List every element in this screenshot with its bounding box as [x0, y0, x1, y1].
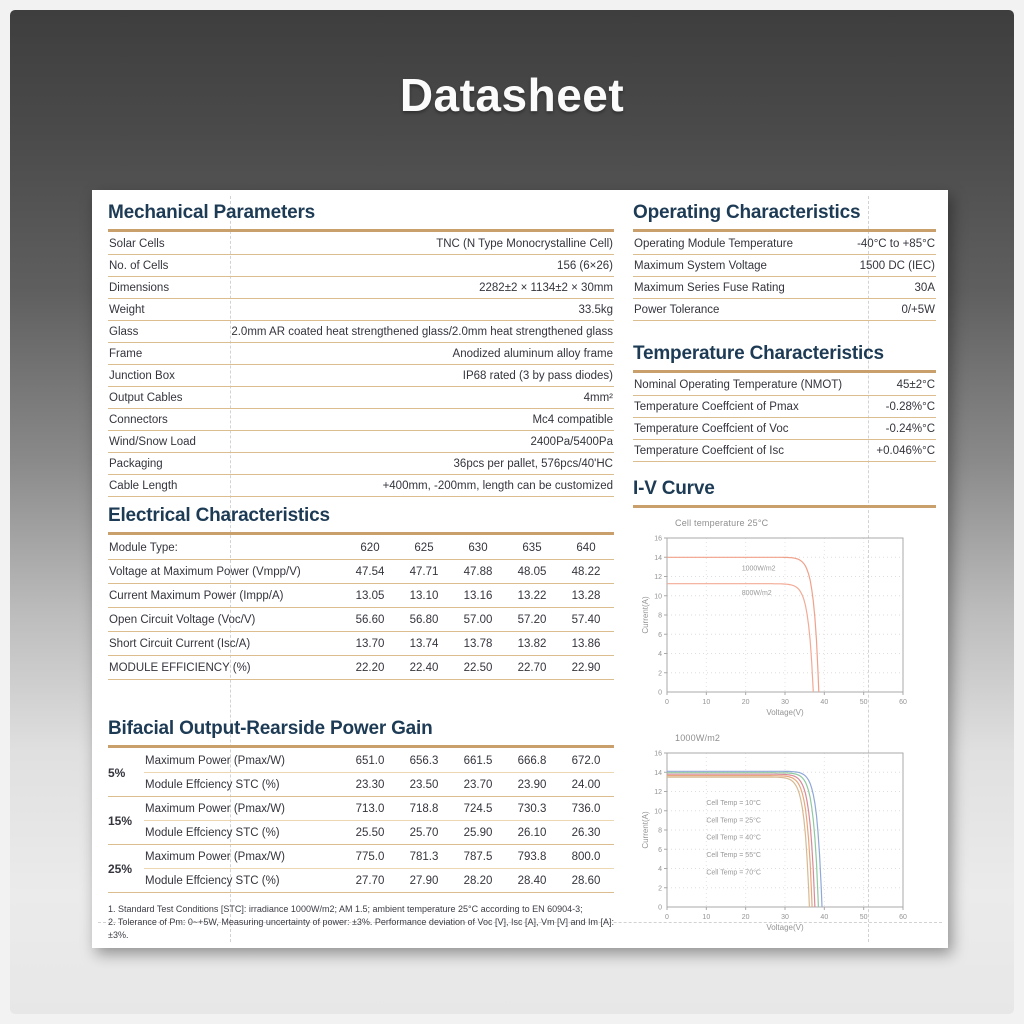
- row-value: 13.28: [571, 590, 601, 602]
- table-row: [108, 656, 614, 680]
- row-value: 13.10: [409, 590, 439, 602]
- table-row: [633, 255, 936, 277]
- row-value: 2400Pa/5400Pa: [530, 436, 613, 448]
- table-row: [108, 584, 614, 608]
- temperature-title: Temperature Characteristics: [633, 343, 884, 364]
- row-label: Solar Cells: [109, 238, 165, 250]
- bifacial-table: [108, 749, 614, 893]
- row-label: Short Circuit Current (Isc/A): [109, 638, 251, 650]
- row-value: 800.0: [571, 851, 601, 863]
- row-label: Maximum Series Fuse Rating: [634, 282, 785, 294]
- svg-text:Voltage(V): Voltage(V): [766, 923, 804, 932]
- left-column: [108, 202, 614, 942]
- svg-text:4: 4: [658, 651, 662, 658]
- row-value: 57.00: [463, 614, 493, 626]
- row-value: 2.0mm AR coated heat strengthened glass/2.0mm heat strengthened glass: [231, 326, 613, 338]
- section-rule: [633, 505, 936, 508]
- row-value: 22.50: [463, 662, 493, 674]
- table-row: [144, 773, 614, 796]
- table-row: [633, 418, 936, 440]
- row-value: 2282±2 × 1134±2 × 30mm: [479, 282, 613, 294]
- row-value: 28.20: [463, 875, 493, 887]
- iv-curve-title: I-V Curve: [633, 478, 715, 499]
- iv-curve-series: [667, 777, 809, 907]
- row-label: Frame: [109, 348, 143, 360]
- gain-label: 5%: [108, 765, 126, 780]
- section-mechanical: [108, 202, 614, 497]
- table-row: [108, 321, 614, 343]
- svg-text:12: 12: [654, 789, 662, 796]
- table-row: [144, 797, 614, 821]
- iv-chart-irradiance: [639, 733, 936, 938]
- right-column: [633, 202, 936, 938]
- row-value: +0.046%°C: [876, 445, 935, 457]
- svg-text:Current(A): Current(A): [641, 596, 650, 634]
- row-value: 718.8: [409, 803, 439, 815]
- row-value: 13.22: [517, 590, 547, 602]
- svg-text:1000W/m2: 1000W/m2: [741, 565, 776, 573]
- row-value: 57.40: [571, 614, 601, 626]
- svg-text:Voltage(V): Voltage(V): [766, 708, 804, 717]
- row-label: Nominal Operating Temperature (NMOT): [634, 379, 843, 391]
- section-bifacial: [108, 718, 614, 893]
- row-value: 1500 DC (IEC): [859, 260, 935, 272]
- svg-text:0: 0: [665, 699, 669, 706]
- svg-text:10: 10: [654, 593, 662, 601]
- svg-text:14: 14: [654, 554, 662, 562]
- svg-text:Cell Temp = 10°C: Cell Temp = 10°C: [706, 799, 761, 807]
- row-value: 4mm²: [583, 392, 613, 404]
- svg-text:Current(A): Current(A): [641, 811, 650, 849]
- chart-subtitle: Cell temperature 25°C: [675, 518, 769, 528]
- row-value: 672.0: [571, 755, 601, 767]
- row-label: Maximum Power (Pmax/W): [145, 851, 285, 863]
- svg-text:30: 30: [781, 914, 789, 921]
- row-value: 661.5: [463, 755, 493, 767]
- row-value: 656.3: [409, 755, 439, 767]
- svg-text:Cell Temp = 25°C: Cell Temp = 25°C: [706, 817, 761, 825]
- row-label: MODULE EFFICIENCY (%): [109, 662, 251, 674]
- svg-text:40: 40: [820, 914, 829, 921]
- row-value: 775.0: [355, 851, 385, 863]
- row-value: 24.00: [571, 779, 601, 791]
- row-value: 47.71: [409, 566, 439, 578]
- row-label: No. of Cells: [109, 260, 169, 272]
- svg-text:4: 4: [658, 866, 662, 873]
- table-row: [108, 431, 614, 453]
- row-value: 56.80: [409, 614, 439, 626]
- table-row: [108, 453, 614, 475]
- operating-table: [633, 233, 936, 321]
- row-value: 22.70: [517, 662, 547, 674]
- section-rule: [108, 229, 614, 232]
- row-value: 13.05: [355, 590, 385, 602]
- section-temperature: [633, 343, 936, 462]
- row-value: 25.90: [463, 827, 493, 839]
- svg-text:0: 0: [658, 904, 662, 912]
- row-value: -0.24%°C: [885, 423, 935, 435]
- section-iv-curve: [633, 478, 936, 938]
- table-row: [108, 475, 614, 497]
- section-rule: [108, 532, 614, 535]
- bifacial-group-rows: [144, 749, 614, 796]
- row-value: 0/+5W: [901, 304, 935, 316]
- row-label: Open Circuit Voltage (Voc/V): [109, 614, 256, 626]
- row-label: Power Tolerance: [634, 304, 720, 316]
- table-row: [144, 845, 614, 869]
- row-value: 47.54: [355, 566, 385, 578]
- table-row: [633, 396, 936, 418]
- mechanical-title: Mechanical Parameters: [108, 202, 316, 223]
- temperature-table: [633, 374, 936, 462]
- table-row: [108, 560, 614, 584]
- row-value: 730.3: [517, 803, 547, 815]
- table-row: [108, 409, 614, 431]
- row-value: 26.30: [571, 827, 601, 839]
- table-row: [144, 869, 614, 892]
- module-type: 625: [414, 542, 434, 554]
- row-label: Module Effciency STC (%): [145, 779, 280, 791]
- table-header-row: [108, 536, 614, 560]
- table-row: [633, 299, 936, 321]
- row-value: 724.5: [463, 803, 493, 815]
- row-label: Module Effciency STC (%): [145, 875, 280, 887]
- table-row: [633, 277, 936, 299]
- svg-text:60: 60: [899, 699, 907, 706]
- svg-text:60: 60: [899, 914, 907, 921]
- footnotes: [108, 903, 614, 942]
- svg-text:40: 40: [820, 699, 829, 706]
- row-value: 26.10: [517, 827, 547, 839]
- row-value: 23.50: [409, 779, 439, 791]
- svg-text:50: 50: [859, 914, 868, 921]
- svg-text:Cell Temp = 40°C: Cell Temp = 40°C: [706, 834, 761, 842]
- bifacial-title: Bifacial Output-Rearside Power Gain: [108, 718, 433, 739]
- iv-curve-plot: [639, 530, 911, 718]
- bifacial-group-rows: [144, 797, 614, 844]
- footnote-1: 1. Standard Test Conditions [STC]: irradiance 1000W/m2; AM 1.5; ambient temperature 25°C according to EN 60904-3;: [108, 904, 583, 914]
- row-label: Voltage at Maximum Power (Vmpp/V): [109, 566, 301, 578]
- svg-text:16: 16: [654, 750, 662, 758]
- row-value: 651.0: [355, 755, 385, 767]
- svg-text:0: 0: [665, 914, 669, 921]
- row-value: 13.74: [409, 638, 439, 650]
- row-value: 25.70: [409, 827, 439, 839]
- footnote-2: 2. Tolerance of Pm: 0~+5W, Measuring uncertainty of power: ±3%. Performance deviation of Voc [V], Isc [A], Vm [V] and Im [A]: ±3%.: [108, 917, 615, 941]
- table-row: [633, 374, 936, 396]
- row-value: Mc4 compatible: [532, 414, 613, 426]
- row-label: Glass: [109, 326, 139, 338]
- row-value: 13.86: [571, 638, 601, 650]
- table-row: [108, 343, 614, 365]
- row-value: -0.28%°C: [885, 401, 935, 413]
- table-row: [108, 299, 614, 321]
- chart-subtitle: 1000W/m2: [675, 733, 721, 743]
- iv-curve-series: [667, 557, 819, 692]
- row-label: Junction Box: [109, 370, 175, 382]
- svg-text:12: 12: [654, 574, 662, 581]
- svg-text:8: 8: [658, 612, 662, 620]
- svg-text:6: 6: [658, 846, 662, 854]
- row-value: 13.16: [463, 590, 493, 602]
- page-title: Datasheet: [399, 69, 625, 121]
- section-rule: [633, 370, 936, 373]
- svg-text:10: 10: [702, 914, 711, 921]
- row-value: 28.40: [517, 875, 547, 887]
- table-row: [108, 365, 614, 387]
- row-label: Module Effciency STC (%): [145, 827, 280, 839]
- section-rule: [633, 229, 936, 232]
- electrical-table: [108, 536, 614, 680]
- row-value: 156 (6×26): [557, 260, 613, 272]
- row-value: 48.22: [571, 566, 601, 578]
- svg-text:800W/m2: 800W/m2: [741, 589, 772, 597]
- svg-text:Cell Temp = 55°C: Cell Temp = 55°C: [706, 851, 761, 859]
- row-label: Packaging: [109, 458, 163, 470]
- row-value: 13.78: [463, 638, 493, 650]
- table-row: [108, 632, 614, 656]
- svg-text:2: 2: [658, 885, 662, 893]
- bifacial-group-rows: [144, 845, 614, 892]
- section-operating: [633, 202, 936, 321]
- row-value: 781.3: [409, 851, 439, 863]
- row-value: 22.20: [355, 662, 385, 674]
- table-row: [108, 608, 614, 632]
- row-value: 28.60: [571, 875, 601, 887]
- row-value: TNC (N Type Monocrystalline Cell): [436, 238, 613, 250]
- table-row: [108, 233, 614, 255]
- module-type: 630: [468, 542, 488, 554]
- row-label: Maximum Power (Pmax/W): [145, 803, 285, 815]
- svg-text:8: 8: [658, 827, 662, 835]
- section-rule: [108, 745, 614, 748]
- row-value: IP68 rated (3 by pass diodes): [462, 370, 613, 382]
- row-value: 666.8: [517, 755, 547, 767]
- row-label: Module Type:: [109, 542, 178, 554]
- row-label: Wind/Snow Load: [109, 436, 196, 448]
- row-label: Operating Module Temperature: [634, 238, 793, 250]
- row-label: Weight: [109, 304, 145, 316]
- table-row: [144, 821, 614, 844]
- row-value: 27.70: [355, 875, 385, 887]
- row-label: Maximum System Voltage: [634, 260, 767, 272]
- gain-label: 25%: [108, 861, 133, 876]
- row-value: 56.60: [355, 614, 385, 626]
- row-value: 13.82: [517, 638, 547, 650]
- row-value: 22.90: [571, 662, 601, 674]
- row-value: 23.90: [517, 779, 547, 791]
- row-value: 793.8: [517, 851, 547, 863]
- row-value: 13.70: [355, 638, 385, 650]
- module-type: 620: [360, 542, 380, 554]
- datasheet-card: [92, 190, 948, 948]
- iv-chart-cell-temperature: [639, 518, 936, 723]
- svg-text:14: 14: [654, 769, 662, 777]
- row-value: 27.90: [409, 875, 439, 887]
- row-value: Anodized aluminum alloy frame: [452, 348, 613, 360]
- svg-text:20: 20: [741, 699, 750, 706]
- section-electrical: [108, 505, 614, 680]
- svg-text:Cell Temp = 70°C: Cell Temp = 70°C: [706, 869, 761, 877]
- gain-label: 15%: [108, 813, 133, 828]
- row-value: 787.5: [463, 851, 493, 863]
- row-label: Maximum Power (Pmax/W): [145, 755, 285, 767]
- row-value: 23.30: [355, 779, 385, 791]
- row-label: Current Maximum Power (Impp/A): [109, 590, 284, 602]
- table-row: [144, 749, 614, 773]
- table-row: [108, 277, 614, 299]
- bifacial-group: [108, 845, 614, 892]
- row-value: 48.05: [517, 566, 547, 578]
- row-label: Temperature Coeffcient of Pmax: [634, 401, 799, 413]
- svg-text:50: 50: [859, 699, 868, 706]
- row-value: 57.20: [517, 614, 547, 626]
- row-value: 25.50: [355, 827, 385, 839]
- row-label: Dimensions: [109, 282, 170, 294]
- row-value: 47.88: [463, 566, 493, 578]
- electrical-title: Electrical Characteristics: [108, 505, 330, 526]
- module-type: 640: [576, 542, 596, 554]
- row-label: Cable Length: [109, 480, 178, 492]
- row-value: 36pcs per pallet, 576pcs/40'HC: [453, 458, 613, 470]
- iv-curve-series: [667, 584, 813, 692]
- table-row: [108, 387, 614, 409]
- row-value: 23.70: [463, 779, 493, 791]
- row-value: 736.0: [571, 803, 601, 815]
- row-value: 22.40: [409, 662, 439, 674]
- svg-text:10: 10: [702, 699, 711, 706]
- row-value: -40°C to +85°C: [857, 238, 935, 250]
- row-value: +400mm, -200mm, length can be customized: [382, 480, 613, 492]
- svg-text:20: 20: [741, 914, 750, 921]
- row-value: 45±2°C: [896, 379, 935, 391]
- svg-text:30: 30: [781, 699, 789, 706]
- iv-curve-plot: [639, 745, 911, 933]
- svg-text:2: 2: [658, 670, 662, 678]
- table-row: [633, 440, 936, 462]
- row-label: Output Cables: [109, 392, 183, 404]
- svg-text:6: 6: [658, 631, 662, 639]
- svg-text:16: 16: [654, 535, 662, 543]
- bifacial-group: [108, 797, 614, 845]
- bifacial-group: [108, 749, 614, 797]
- mechanical-table: [108, 233, 614, 497]
- row-label: Temperature Coeffcient of Voc: [634, 423, 789, 435]
- row-label: Temperature Coeffcient of Isc: [634, 445, 784, 457]
- module-type: 635: [522, 542, 542, 554]
- row-label: Connectors: [109, 414, 168, 426]
- table-row: [633, 233, 936, 255]
- row-value: 30A: [914, 282, 935, 294]
- svg-text:10: 10: [654, 808, 662, 816]
- row-value: 33.5kg: [578, 304, 613, 316]
- row-value: 713.0: [355, 803, 385, 815]
- operating-title: Operating Characteristics: [633, 202, 861, 223]
- table-row: [108, 255, 614, 277]
- svg-text:0: 0: [658, 689, 662, 697]
